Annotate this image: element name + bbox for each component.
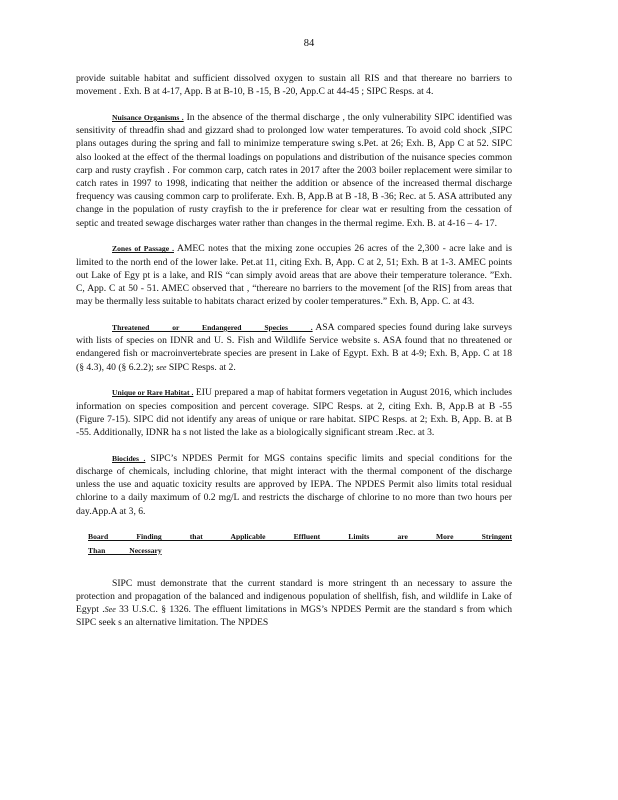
- document-body: [76, 72, 512, 642]
- unique-habitat-paragraph: [76, 386, 512, 439]
- section-heading: Unique or Rare Habitat .: [112, 388, 194, 398]
- board-finding-heading: Board Finding that Applicable Effluent Limits are More Stringent Than Necessary: [88, 532, 512, 555]
- section-text: AMEC notes that the mixing zone occupies 26 acres of the 2,300 - acre lake and is limited to the north end of the lower lake. Pet.at 11, citing Exh. B, App. C at 2, 51; Exh. B at 1-3. AMEC points out Lake of Egy pt is a lake, and RIS “can simply avoid areas that are above their temperature tolerance. ”Exh. C, App. C at 50 - 51. AMEC observed that , “thereare no barriers to the movement [of the RIS] from areas that may be thermally less suitable to habitats charact erized by cooler temperatures.” Exh. B, App. C. at 43.: [76, 243, 512, 308]
- section-text: SIPC’s NPDES Permit for MGS contains specific limits and special conditions for the discharge of chemicals, including chlorine, that might interact with the thermal component of the discharge unless the use and aquatic toxicity results are approved by IEPA. The NPDES Permit also limits total residual chlorine to a daily maximum of 0.2 mg/L and restricts the discharge of chlorine to no more than two hours per day.App.A at 3, 6.: [76, 452, 512, 517]
- section-heading: Nuisance Organisms .: [112, 113, 184, 122]
- final-paragraph: [76, 577, 512, 630]
- section-text-after: SIPC Resps. at 2.: [166, 361, 236, 373]
- section-text: EIU prepared a map of habitat formers vegetation in August 2016, which includes information on species composition and percent coverage. SIPC Resps. at 2, citing Exh. B, App.B at B -55 (Figure 7-15). SIPC did not identify any areas of unique or rare habitat. SIPC Resps. at 2; Exh. B, App. B. at B -55. Additionally, IDNR ha s not listed the lake as a biologically significant stream .Rec. at 3.: [76, 387, 512, 439]
- section-heading: Biocides .: [112, 453, 146, 463]
- page-number: 84: [303, 38, 315, 49]
- final-text-after: 33 U.S.C. § 1326. The effluent limitations in MGS’s NPDES Permit are the standard s from which SIPC seek s an alternative limitation. The NPDES: [76, 604, 513, 629]
- zones-of-passage-paragraph: [76, 242, 512, 308]
- section-text: ASA compared species found during lake surveys with lists of species on IDNR and U. S. Fish and Wildlife Service website s. ASA found that no threatened or endangered fish or macroinvertebrate species are present in Lake of Egypt. Exh. B at 4-9; Exh. B, App. C at 18 (§ 4.3), 40 (§ 6.2.2);: [76, 322, 512, 373]
- biocides-paragraph: [76, 452, 512, 518]
- citation-signal: See: [104, 605, 116, 615]
- threatened-species-paragraph: [76, 321, 512, 374]
- nuisance-organisms-paragraph: [76, 111, 512, 230]
- section-heading: Threatened or Endangered Species .: [112, 323, 313, 333]
- citation-signal: see: [156, 362, 167, 372]
- section-text: In the absence of the thermal discharge , the only vulnerability SIPC identified was sensitivity of threadfin shad and gizzard shad to prolonged low water temperatures. To avoid cold shock ,SIPC plans outages during the spring and fall to minimize temperature swing s.Pet. at 26; Exh. B, App C at 52. SIPC also looked at the effect of the thermal loadings on populations and distribution of the nuisance species common carp and rusty crayfish . For common carp, catch rates in 2017 after the 2003 boiler replacement were similar to catch rates in 1997 to 1998, indicating that neither the addition or absence of the increased thermal discharge frequency was causing common carp to proliferate. Exh. B, App.B at B -18, B -36; Rec. at 5. ASA attributed any change in the population of rusty crayfish to the ir preference for clear wat er resulting from the cessation of septic and treated sewage discharges water rather than changes in the thermal regime. Exh. B. at 4-16 – 4- 17.: [76, 112, 512, 229]
- final-text: SIPC must demonstrate that the current standard is more stringent th an necessary to assure the protection and propagation of the balanced and indigenous population of shellfish, fish, and wildlife in Lake of Egypt .: [76, 577, 512, 616]
- intro-paragraph: provide suitable habitat and sufficient dissolved oxygen to sustain all RIS and that thereare no barriers to movement . Exh. B at 4-17, App. B at B-10, B -15, B -20, App.C at 44-45 ; SIPC Resps. at 4.: [76, 73, 512, 98]
- section-heading: Zones of Passage .: [112, 244, 174, 254]
